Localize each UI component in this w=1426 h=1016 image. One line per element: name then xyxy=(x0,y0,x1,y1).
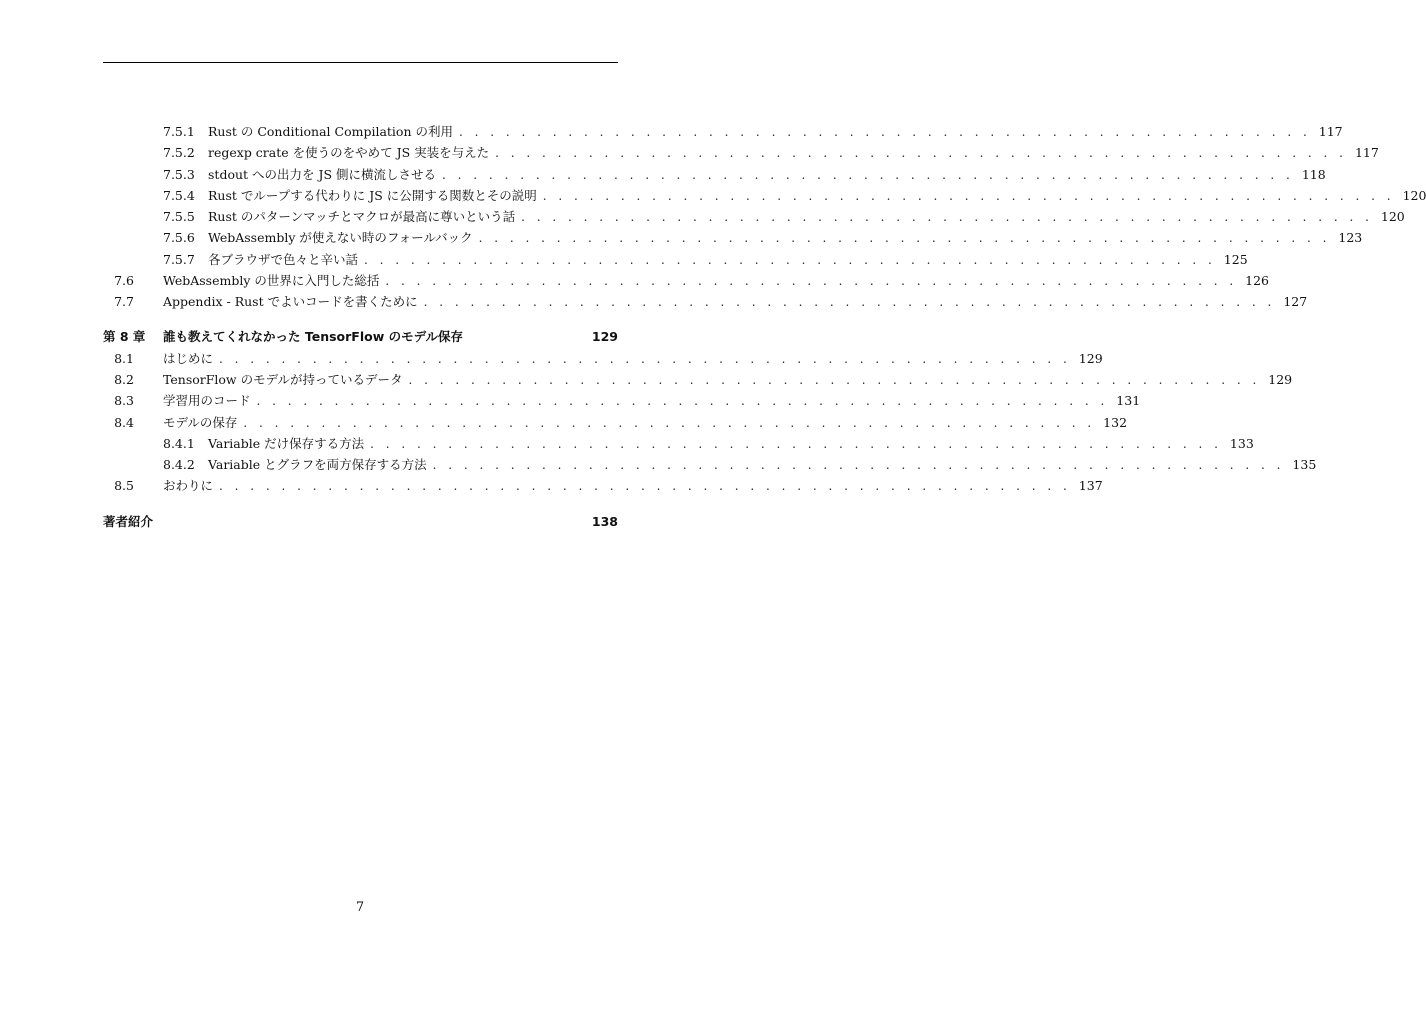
toc-entry-8-4-1[interactable] xyxy=(103,433,1254,454)
leader-dots: . . . . . . . . . . . . . . . . . . . . . . . . . . . . . . . . . . . . . . . . . . . . . . . . . . . . . . . xyxy=(370,436,1222,451)
toc-entry-title: regexp crate を使うのをやめて JS 実装を与えた xyxy=(208,145,490,161)
leader-dots: . . . . . . . . . . . . . . . . . . . . . . . . . . . . . . . . . . . . . . . . . . . . . . . . . . . . . . . xyxy=(542,188,1395,203)
toc-entry-page: 117 xyxy=(1354,145,1379,161)
leader-dots: . . . . . . . . . . . . . . . . . . . . . . . . . . . . . . . . . . . . . . . . . . . . . . . . . . . . . . . xyxy=(219,479,1071,494)
toc-entry-page: 120 xyxy=(1380,209,1405,225)
toc-entry-7-5-4[interactable] xyxy=(103,185,1426,206)
leader-dots: . . . . . . . . . . . . . . . . . . . . . . . . . . . . . . . . . . . . . . . . . . . . . . . . . . . . . . . xyxy=(442,167,1294,182)
chapter-page: 129 xyxy=(591,328,618,344)
toc-entry-title: TensorFlow のモデルが持っているデータ xyxy=(163,371,403,387)
toc-entry-title: Rust の Conditional Compilation の利用 xyxy=(208,124,453,139)
toc-entry-page: 127 xyxy=(1283,294,1308,310)
leader-dots: . . . . . . . . . . . . . . . . . . . . . . . . . . . . . . . . . . . . . . . . . . . . . . . . . . . . . . . xyxy=(256,394,1109,409)
leader-dots: . . . . . . . . . . . . . . . . . . . . . . . . . . . . . . . . . . . . . . . . . . . . . . . . . . . . . . . xyxy=(478,231,1331,246)
toc-entry-number: 8.1 xyxy=(114,350,134,366)
author-intro-page: 138 xyxy=(591,513,618,529)
toc-entry-title: はじめに xyxy=(163,350,214,366)
toc-entry-page: 117 xyxy=(1318,124,1343,139)
toc-entry-title: おわりに xyxy=(163,478,214,494)
toc-entry-8-4-2[interactable] xyxy=(103,454,1317,475)
toc-entry-number: 8.4.1 xyxy=(163,435,195,451)
toc-entry-number: 8.5 xyxy=(114,478,134,494)
chapter-number: 第 8 章 xyxy=(103,328,146,344)
leader-dots: . . . . . . . . . . . . . . . . . . . . . . . . . . . . . . . . . . . . . . . . . . . . . . . . . . . . . . . xyxy=(385,274,1238,289)
toc-entry-number: 7.5.3 xyxy=(163,166,195,182)
toc-entry-number: 8.4.2 xyxy=(163,457,195,473)
toc-entry-number: 7.7 xyxy=(114,294,134,310)
toc-entry-page: 131 xyxy=(1116,393,1141,409)
toc-author-intro[interactable] xyxy=(103,511,618,533)
toc-entry-page: 126 xyxy=(1245,273,1270,289)
toc-entry-page: 123 xyxy=(1338,230,1363,246)
toc-entry-page: 125 xyxy=(1223,251,1248,267)
toc-entry-number: 8.2 xyxy=(114,371,134,387)
toc-entry-number: 7.5.7 xyxy=(163,251,195,267)
leader-dots: . . . . . . . . . . . . . . . . . . . . . . . . . . . . . . . . . . . . . . . . . . . . . . . . . . . . . . . xyxy=(521,210,1373,225)
toc-entry-title: WebAssembly の世界に入門した総括 xyxy=(163,273,380,289)
toc-entry-title: WebAssembly が使えない時のフォールバック xyxy=(208,230,473,246)
toc-entry-7-5-5[interactable] xyxy=(103,206,1405,227)
leader-dots: . . . . . . . . . . . . . . . . . . . . . . . . . . . . . . . . . . . . . . . . . . . . . . . . . . . . . . . xyxy=(458,125,1311,139)
toc-entry-page: 118 xyxy=(1301,166,1326,182)
table-of-contents xyxy=(103,121,1426,533)
toc-entry-number: 7.6 xyxy=(114,273,134,289)
toc-entry-page: 120 xyxy=(1402,187,1426,203)
toc-entry-title: 各ブラウザで色々と辛い話 xyxy=(208,251,359,267)
toc-entry-number: 8.4 xyxy=(114,414,134,430)
toc-entry-8-5[interactable] xyxy=(103,475,1103,496)
toc-entry-title: Rust のパターンマッチとマクロが最高に尊いという話 xyxy=(208,209,516,225)
toc-entry-number: 7.5.5 xyxy=(163,209,195,225)
toc-entry-number: 7.5.1 xyxy=(163,124,195,139)
leader-dots: . . . . . . . . . . . . . . . . . . . . . . . . . . . . . . . . . . . . . . . . . . . . . . . . . . . . . . . xyxy=(408,372,1261,387)
leader-dots: . . . . . . . . . . . . . . . . . . . . . . . . . . . . . . . . . . . . . . . . . . . . . . . . . . . . . . . xyxy=(364,252,1216,267)
page-number: 7 xyxy=(355,900,365,915)
toc-entry-7-5-3[interactable] xyxy=(103,164,1326,185)
toc-entry-8-2[interactable] xyxy=(103,369,1293,390)
toc-entry-7-6[interactable] xyxy=(103,270,1270,291)
leader-dots: . . . . . . . . . . . . . . . . . . . . . . . . . . . . . . . . . . . . . . . . . . . . . . . . . . . . . . . xyxy=(219,351,1071,366)
toc-entry-number: 7.5.6 xyxy=(163,230,195,246)
toc-entry-page: 129 xyxy=(1268,371,1293,387)
toc-entry-number: 8.3 xyxy=(114,393,134,409)
toc-entry-8-1[interactable] xyxy=(103,348,1103,369)
toc-entry-title: Variable とグラフを両方保存する方法 xyxy=(208,457,427,473)
toc-entry-7-5-1[interactable] xyxy=(103,121,1343,142)
toc-entry-title: Variable だけ保存する方法 xyxy=(208,435,365,451)
toc-entry-title: Appendix - Rust でよいコードを書くために xyxy=(163,294,418,310)
toc-entry-7-7[interactable] xyxy=(103,291,1308,312)
toc-entry-title: stdout への出力を JS 側に横流しさせる xyxy=(208,166,437,182)
toc-entry-number: 7.5.4 xyxy=(163,187,195,203)
toc-entry-7-5-6[interactable] xyxy=(103,227,1363,248)
toc-entry-title: モデルの保存 xyxy=(163,414,238,430)
toc-entry-title: Rust でループする代わりに JS に公開する関数とその説明 xyxy=(208,187,537,203)
chapter-title: 誰も教えてくれなかった TensorFlow のモデル保存 xyxy=(163,328,463,344)
toc-entry-8-4[interactable] xyxy=(103,412,1128,433)
toc-entry-page: 133 xyxy=(1229,435,1254,451)
toc-entry-page: 135 xyxy=(1292,457,1317,473)
toc-entry-7-5-7[interactable] xyxy=(103,249,1248,270)
toc-entry-page: 137 xyxy=(1078,478,1103,494)
leader-dots: . . . . . . . . . . . . . . . . . . . . . . . . . . . . . . . . . . . . . . . . . . . . . . . . . . . . . . . xyxy=(423,295,1276,310)
toc-entry-page: 129 xyxy=(1078,350,1103,366)
toc-entry-7-5-2[interactable] xyxy=(103,142,1379,163)
header-rule xyxy=(103,62,618,63)
leader-dots: . . . . . . . . . . . . . . . . . . . . . . . . . . . . . . . . . . . . . . . . . . . . . . . . . . . . . . . xyxy=(432,458,1285,473)
author-intro-title: 著者紹介 xyxy=(103,513,154,529)
toc-entry-page: 132 xyxy=(1103,414,1128,430)
toc-chapter-8[interactable] xyxy=(103,326,618,348)
toc-entry-number: 7.5.2 xyxy=(163,145,195,161)
toc-entry-title: 学習用のコード xyxy=(163,393,251,409)
leader-dots: . . . . . . . . . . . . . . . . . . . . . . . . . . . . . . . . . . . . . . . . . . . . . . . . . . . . . . . xyxy=(243,415,1096,430)
toc-entry-8-3[interactable] xyxy=(103,390,1141,411)
leader-dots: . . . . . . . . . . . . . . . . . . . . . . . . . . . . . . . . . . . . . . . . . . . . . . . . . . . . . . . xyxy=(495,146,1347,161)
